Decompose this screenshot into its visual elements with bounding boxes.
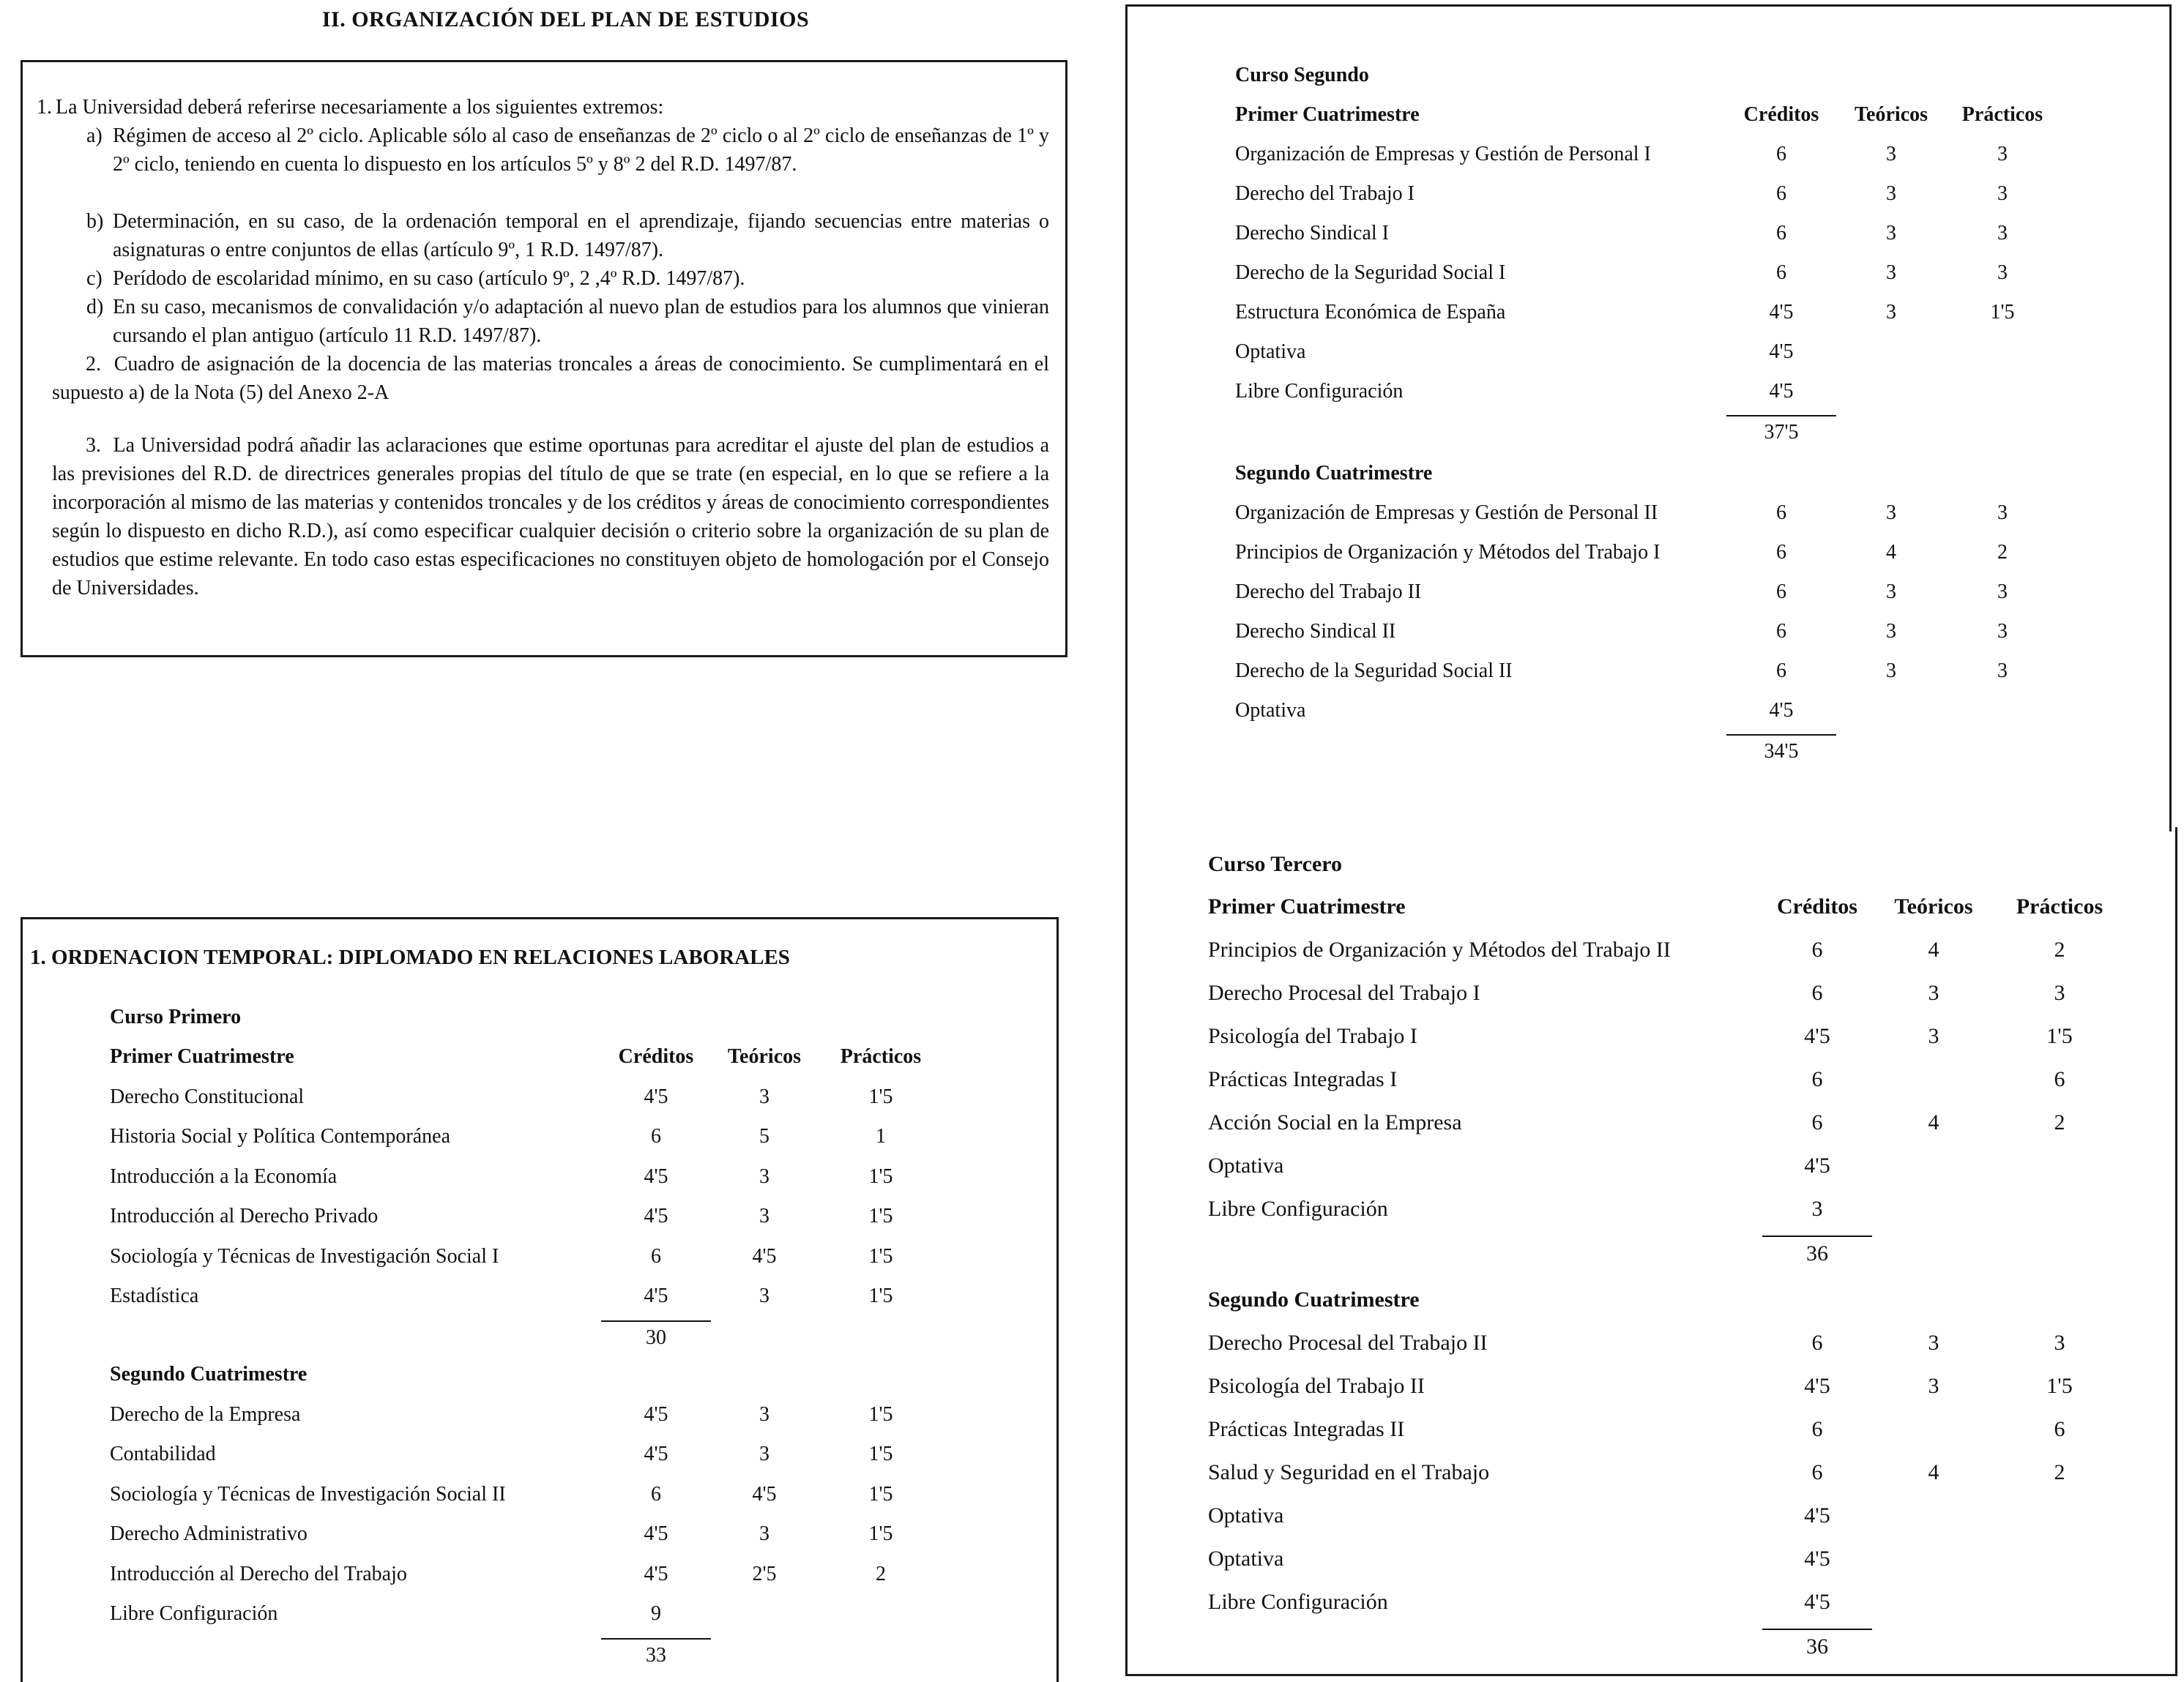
subject-cr: 4'5 [644, 1522, 668, 1545]
subject-name: Libre Configuración [1235, 380, 1404, 403]
subject-name: Optativa [1235, 340, 1306, 363]
subject-name: Sociología y Técnicas de Investigación Social II [110, 1482, 506, 1506]
subject-te: 3 [759, 1285, 769, 1307]
subject-name: Optativa [1235, 699, 1306, 722]
subject-pr: 3 [1997, 182, 2008, 205]
subject-name: Introducción al Derecho del Trabajo [110, 1562, 407, 1585]
subject-name: Libre Configuración [110, 1602, 278, 1625]
subject-cr: 4'5 [644, 1285, 668, 1307]
subject-te: 4'5 [752, 1482, 777, 1506]
note-1d [86, 293, 1049, 350]
total-credits: 34'5 [1764, 740, 1799, 763]
subject-te: 3 [1928, 1374, 1939, 1398]
total-rule [601, 1638, 711, 1640]
total-credits: 30 [646, 1326, 666, 1349]
subject-cr: 6 [1811, 1331, 1823, 1355]
subject-name: Optativa [1208, 1154, 1284, 1178]
subject-name: Estructura Económica de España [1235, 301, 1506, 324]
subject-cr: 4'5 [1769, 301, 1794, 324]
subject-te: 3 [1886, 659, 1896, 682]
note-1c [86, 264, 1049, 293]
c1-title: Primer Cuatrimestre [1208, 894, 1406, 919]
column-header-creditos: Créditos [618, 1045, 694, 1068]
subject-name: Derecho Procesal del Trabajo I [1208, 981, 1480, 1005]
note-marker: d) [86, 296, 104, 318]
note-1a [86, 122, 1049, 179]
subject-name: Libre Configuración [1208, 1197, 1388, 1221]
total-rule [601, 1320, 711, 1322]
note-1 [37, 93, 1049, 122]
subject-pr: 3 [1997, 222, 2008, 244]
subject-cr: 4'5 [1769, 380, 1794, 403]
subject-name: Psicología del Trabajo I [1208, 1024, 1417, 1048]
subject-cr: 4'5 [1804, 1503, 1830, 1528]
subject-pr: 6 [2054, 1417, 2065, 1441]
subject-te: 3 [759, 1402, 769, 1426]
curso-primero-box [21, 917, 1059, 1682]
subject-name: Estadística [110, 1285, 199, 1307]
column-header-practicos: Prácticos [1961, 103, 2043, 126]
curso-tercero-title: Curso Tercero [1208, 852, 1343, 876]
subject-name: Optativa [1208, 1503, 1284, 1528]
total-credits: 33 [646, 1643, 666, 1667]
subject-name: Organización de Empresas y Gestión de Personal II [1235, 501, 1658, 524]
subject-name: Principios de Organización y Métodos del Trabajo II [1208, 938, 1671, 962]
subject-name: Salud y Seguridad en el Trabajo [1208, 1460, 1490, 1484]
subject-pr: 1 [876, 1125, 886, 1148]
subject-cr: 4'5 [1804, 1024, 1830, 1048]
subject-name: Derecho Constitucional [110, 1085, 305, 1108]
subject-te: 4 [1928, 1460, 1939, 1484]
subject-te: 3 [1886, 261, 1896, 284]
subject-te: 3 [1928, 1024, 1939, 1048]
note-text: Cuadro de asignación de la docencia de las materias troncales a áreas de conocimiento. Se cumplimentará en el supuesto a) de la Nota (5) del Anexo 2-A [52, 353, 1050, 404]
subject-pr: 1'5 [2046, 1374, 2073, 1398]
subject-cr: 6 [1811, 1110, 1823, 1135]
subject-cr: 4'5 [644, 1443, 668, 1465]
subject-cr: 4'5 [644, 1562, 668, 1585]
column-header-teoricos: Teóricos [727, 1045, 802, 1068]
subject-name: Derecho del Trabajo II [1235, 580, 1422, 603]
column-header-practicos: Prácticos [840, 1045, 922, 1068]
subject-name: Sociología y Técnicas de Investigación Social I [110, 1244, 499, 1268]
note-marker: b) [86, 210, 104, 233]
subject-te: 3 [759, 1085, 769, 1108]
total-rule [1762, 1236, 1872, 1237]
subject-pr: 1'5 [868, 1402, 893, 1426]
subject-te: 4 [1928, 1110, 1939, 1135]
total-credits: 36 [1806, 1634, 1828, 1659]
subject-name: Derecho Sindical I [1235, 222, 1389, 244]
subject-name: Derecho Administrativo [110, 1522, 308, 1545]
subject-pr: 1'5 [2046, 1024, 2073, 1048]
subject-pr: 2 [876, 1562, 886, 1585]
subject-pr: 3 [1997, 501, 2008, 524]
subject-te: 2'5 [752, 1562, 777, 1585]
subject-cr: 6 [1776, 182, 1786, 205]
curso-tercero-box [1125, 827, 2177, 1676]
subject-cr: 6 [1811, 938, 1823, 962]
subject-pr: 1'5 [868, 1522, 893, 1545]
page-title: II. ORGANIZACIÓN DEL PLAN DE ESTUDIOS [321, 7, 810, 31]
subject-pr: 6 [2054, 1067, 2065, 1091]
subject-cr: 6 [651, 1244, 661, 1268]
subject-te: 3 [1928, 1331, 1939, 1355]
subject-pr: 1'5 [1990, 301, 2015, 324]
subject-pr: 1'5 [868, 1085, 893, 1108]
subject-te: 3 [1886, 222, 1896, 244]
subject-pr: 1'5 [868, 1482, 893, 1506]
subject-te: 3 [1886, 501, 1896, 524]
subject-name: Libre Configuración [1208, 1590, 1388, 1614]
subject-te: 4 [1886, 541, 1896, 564]
curso-segundo-title: Curso Segundo [1235, 64, 1369, 86]
subject-cr: 4'5 [644, 1205, 668, 1227]
subject-te: 3 [759, 1165, 769, 1188]
subject-pr: 3 [1997, 261, 2008, 284]
subject-te: 3 [759, 1205, 769, 1227]
subject-pr: 2 [2054, 1110, 2065, 1135]
subject-name: Contabilidad [110, 1443, 216, 1465]
subject-name: Introducción al Derecho Privado [110, 1205, 379, 1227]
total-rule [1726, 415, 1836, 416]
subject-name: Acción Social en la Empresa [1208, 1110, 1462, 1135]
subject-cr: 4'5 [1804, 1547, 1830, 1571]
subject-cr: 9 [651, 1602, 661, 1625]
subject-cr: 6 [1776, 659, 1786, 682]
subject-cr: 6 [1811, 1460, 1823, 1484]
subject-pr: 3 [1997, 620, 2008, 643]
organization-notes-box [21, 60, 1067, 657]
subject-te: 4 [1928, 938, 1939, 962]
subject-pr: 1'5 [868, 1244, 893, 1268]
column-header-practicos: Prácticos [2016, 894, 2103, 919]
section-title: 1. ORDENACION TEMPORAL: DIPLOMADO EN RELACIONES LABORALES [30, 946, 790, 969]
subject-cr: 4'5 [1769, 699, 1794, 722]
c2-title: Segundo Cuatrimestre [1208, 1287, 1420, 1312]
subject-pr: 2 [1997, 541, 2008, 564]
subject-name: Derecho de la Seguridad Social I [1235, 261, 1506, 284]
subject-name: Psicología del Trabajo II [1208, 1374, 1425, 1398]
subject-te: 3 [759, 1443, 769, 1465]
subject-name: Derecho Sindical II [1235, 620, 1396, 643]
subject-cr: 6 [1776, 222, 1786, 244]
subject-pr: 1'5 [868, 1285, 893, 1307]
subject-pr: 3 [1997, 143, 2008, 165]
note-marker: c) [86, 267, 103, 290]
subject-name: Prácticas Integradas I [1208, 1067, 1398, 1091]
c1-title: Primer Cuatrimestre [1235, 103, 1420, 126]
subject-pr: 1'5 [868, 1205, 893, 1227]
subject-cr: 4'5 [1804, 1590, 1830, 1614]
c2-title: Segundo Cuatrimestre [110, 1363, 308, 1386]
total-credits: 37'5 [1764, 421, 1799, 444]
subject-te: 3 [1886, 182, 1896, 205]
subject-te: 3 [759, 1522, 769, 1545]
total-rule [1762, 1629, 1872, 1630]
note-marker: 1. [37, 96, 52, 119]
subject-te: 5 [759, 1125, 769, 1148]
subject-name: Derecho de la Empresa [110, 1402, 301, 1426]
subject-cr: 4'5 [1804, 1374, 1830, 1398]
subject-te: 3 [1886, 301, 1896, 324]
subject-cr: 3 [1811, 1197, 1823, 1221]
subject-cr: 6 [1811, 981, 1823, 1005]
subject-te: 3 [1886, 580, 1896, 603]
subject-name: Derecho del Trabajo I [1235, 182, 1415, 205]
note-marker: a) [86, 124, 103, 147]
subject-cr: 6 [651, 1482, 661, 1506]
subject-pr: 3 [2054, 981, 2065, 1005]
subject-name: Derecho de la Seguridad Social II [1235, 659, 1513, 682]
subject-cr: 6 [1776, 620, 1786, 643]
column-header-creditos: Créditos [1743, 103, 1819, 126]
subject-cr: 6 [1776, 501, 1786, 524]
total-rule [1726, 734, 1836, 736]
subject-cr: 4'5 [1769, 340, 1794, 363]
subject-pr: 1'5 [868, 1165, 893, 1188]
subject-cr: 4'5 [644, 1402, 668, 1426]
subject-pr: 2 [2054, 938, 2065, 962]
subject-name: Optativa [1208, 1547, 1284, 1571]
subject-pr: 3 [2054, 1331, 2065, 1355]
subject-name: Historia Social y Política Contemporánea [110, 1125, 451, 1148]
subject-pr: 3 [1997, 580, 2008, 603]
subject-name: Prácticas Integradas II [1208, 1417, 1405, 1441]
note-2 [52, 350, 1049, 407]
subject-pr: 2 [2054, 1460, 2065, 1484]
total-credits: 36 [1806, 1241, 1828, 1266]
curso-primero-title: Curso Primero [110, 1006, 242, 1028]
subject-name: Introducción a la Economía [110, 1165, 338, 1188]
note-text: Perídodo de escolaridad mínimo, en su caso (artículo 9º, 2 ,4º R.D. 1497/87). [113, 267, 745, 290]
subject-cr: 6 [1776, 143, 1786, 165]
subject-cr: 6 [1811, 1417, 1823, 1441]
subject-cr: 4'5 [1804, 1154, 1830, 1178]
column-header-teoricos: Teóricos [1894, 894, 1973, 919]
note-3 [52, 431, 1049, 602]
note-text: En su caso, mecanismos de convalidación y/o adaptación al nuevo plan de estudios para los alumnos que vinieran cursando el plan antiguo (artículo 11 R.D. 1497/87). [113, 296, 1049, 347]
subject-cr: 6 [1776, 541, 1786, 564]
subject-te: 3 [1886, 143, 1896, 165]
subject-pr: 3 [1997, 659, 2008, 682]
subject-name: Principios de Organización y Métodos del Trabajo I [1235, 541, 1661, 564]
subject-name: Organización de Empresas y Gestión de Personal I [1235, 143, 1651, 165]
note-text: Determinación, en su caso, de la ordenación temporal en el aprendizaje, fijando secuencias entre materias o asignaturas o entre conjuntos de ellas (artículo 9º, 1 R.D. 1497/87). [113, 210, 1049, 261]
note-text: La Universidad deberá referirse necesariamente a los siguientes extremos: [56, 96, 664, 119]
subject-name: Derecho Procesal del Trabajo II [1208, 1331, 1488, 1355]
subject-cr: 4'5 [644, 1165, 668, 1188]
curso-segundo-box [1125, 4, 2172, 831]
subject-cr: 6 [1811, 1067, 1823, 1091]
subject-te: 3 [1928, 981, 1939, 1005]
note-1b [86, 207, 1049, 264]
subject-pr: 1'5 [868, 1443, 893, 1465]
subject-cr: 6 [651, 1125, 661, 1148]
c2-title: Segundo Cuatrimestre [1235, 462, 1433, 485]
note-marker: 3. [86, 434, 101, 457]
subject-cr: 6 [1776, 580, 1786, 603]
subject-te: 4'5 [752, 1244, 777, 1268]
column-header-teoricos: Teóricos [1854, 103, 1928, 126]
column-header-creditos: Créditos [1777, 894, 1857, 919]
subject-cr: 6 [1776, 261, 1786, 284]
c1-title: Primer Cuatrimestre [110, 1045, 294, 1068]
note-text: La Universidad podrá añadir las aclaraciones que estime oportunas para acreditar el ajuste del plan de estudios a las previsiones del R.D. de directrices generales propias del título de que se trate (en especial, en lo que se refiere a la incorporación al mismo de las materias y contenidos troncales y de los créditos y áreas de conocimiento correspondientes según lo dispuesto en dicho R.D.), así como especificar cualquier decisión o criterio sobre la organización de su plan de estudios que estime relevante. En todo caso estas especificaciones no constituyen objeto de homologación por el Consejo de Universidades. [52, 434, 1050, 599]
subject-te: 3 [1886, 620, 1896, 643]
note-text: Régimen de acceso al 2º ciclo. Aplicable sólo al caso de enseñanzas de 2º ciclo o al 2º ciclo de enseñanzas de 1º y 2º ciclo, teniendo en cuenta lo dispuesto en los artículos 5º y 8º 2 del R.D. 1497/87. [113, 124, 1049, 176]
subject-cr: 4'5 [644, 1085, 668, 1108]
note-marker: 2. [86, 353, 101, 375]
